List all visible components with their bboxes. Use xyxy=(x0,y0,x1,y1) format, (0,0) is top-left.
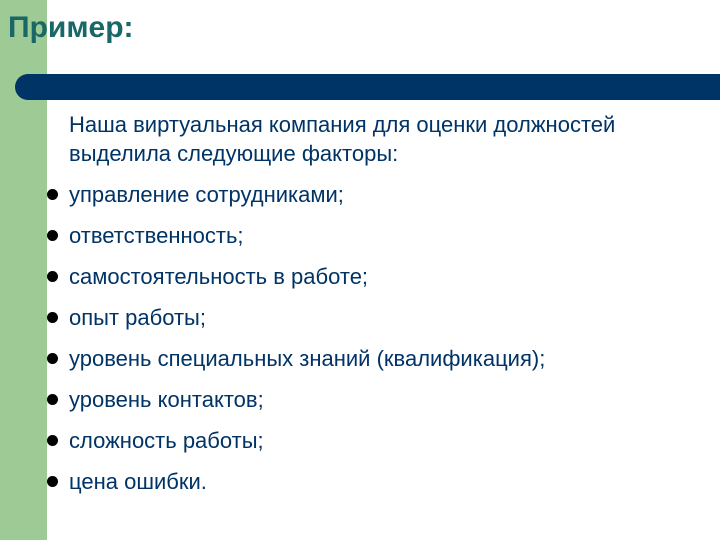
bullet-icon xyxy=(47,476,58,487)
list-item-text: цена ошибки. xyxy=(69,469,207,494)
list-item xyxy=(45,174,705,215)
intro-text: Наша виртуальная компания для оценки должностей выделила следующие факторы: xyxy=(69,112,616,166)
bullet-icon xyxy=(47,394,58,405)
list-item-text: сложность работы; xyxy=(69,428,264,453)
bullet-icon xyxy=(47,230,58,241)
bullet-icon xyxy=(47,353,58,364)
title-divider-bar xyxy=(15,74,720,100)
slide-title: Пример: xyxy=(8,11,134,44)
list-item xyxy=(45,215,705,256)
list-item-text: управление сотрудниками; xyxy=(69,182,344,207)
slide-body xyxy=(45,110,705,502)
list-item xyxy=(45,338,705,379)
bullet-icon xyxy=(47,312,58,323)
list-item xyxy=(45,461,705,502)
list-item xyxy=(45,379,705,420)
list-item xyxy=(45,420,705,461)
list-item xyxy=(45,256,705,297)
list-item-text: ответственность; xyxy=(69,223,244,248)
bullet-icon xyxy=(47,435,58,446)
list-item-text: опыт работы; xyxy=(69,305,206,330)
list-item-text: уровень контактов; xyxy=(69,387,264,412)
list-item-text: уровень специальных знаний (квалификация); xyxy=(69,346,546,371)
list-item xyxy=(45,297,705,338)
bullet-icon xyxy=(47,189,58,200)
factor-list xyxy=(45,174,705,502)
bullet-icon xyxy=(47,271,58,282)
list-item-text: самостоятельность в работе; xyxy=(69,264,369,289)
